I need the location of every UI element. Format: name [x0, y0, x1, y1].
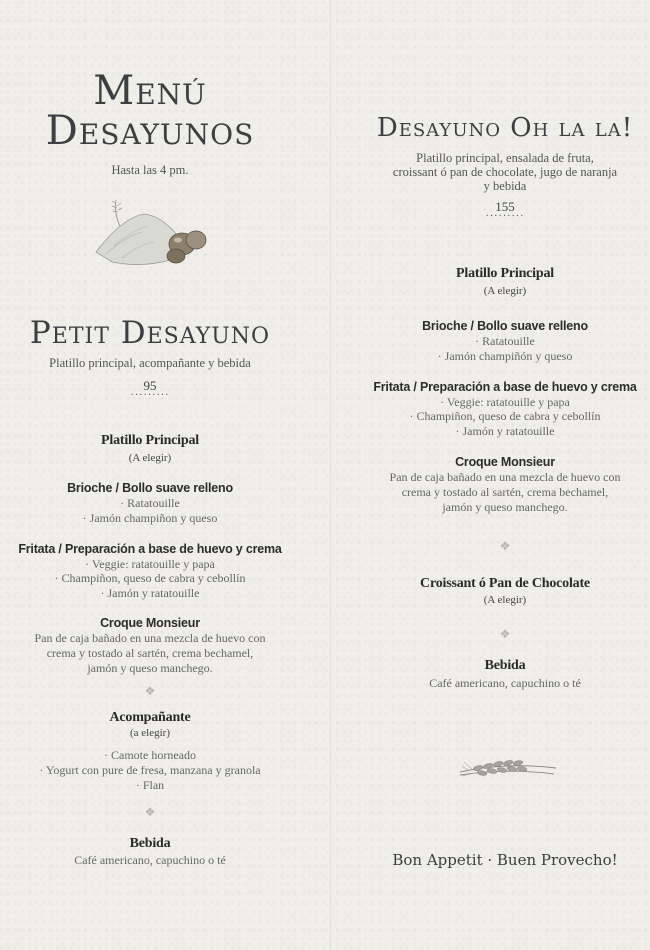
petit-side-line: · Yogurt con pure de fresa, manzana y granola — [39, 763, 261, 777]
ohlala-item-line: · Jamón y ratatouille — [455, 424, 555, 438]
ohlala-description-line: y bebida — [483, 179, 527, 193]
ohlala-croissant-choose: (A elegir) — [483, 594, 527, 606]
petit-item-line: · Veggie: ratatouille y papa — [85, 557, 215, 571]
ornament-icon: ❖ — [499, 627, 511, 641]
petit-item-line: · Jamón y ratatouille — [100, 586, 200, 600]
petit-item-name: Brioche / Bollo suave relleno — [67, 481, 233, 495]
petit-item-line: · Champiñon, queso de cabra y cebollín — [54, 571, 246, 585]
right-column — [360, 0, 650, 950]
wheat-illustration — [458, 750, 558, 780]
petit-side-choose: (a elegir) — [130, 727, 170, 739]
ohlala-item-line: · Jamón champiñón y queso — [437, 349, 573, 363]
petit-description: Platillo principal, acompañante y bebida — [49, 356, 251, 370]
flour-eggs-illustration — [92, 196, 212, 270]
ohlala-item-line: crema y tostado al sartén, crema bechamel, — [401, 485, 609, 499]
price-dots: ········· — [485, 211, 525, 222]
ohlala-main-heading: Platillo Principal — [456, 266, 554, 281]
petit-item-name: Fritata / Preparación a base de huevo y crema — [18, 542, 282, 556]
menu-title-line1: Menú — [93, 68, 207, 114]
ohlala-description-line: Platillo principal, ensalada de fruta, — [416, 151, 594, 165]
menu-title-line2: Desayunos — [45, 108, 255, 154]
petit-price: 95 — [143, 378, 157, 393]
ohlala-item-line: jamón y queso manchego. — [442, 500, 568, 514]
petit-side-line: · Flan — [135, 778, 165, 792]
petit-item-name: Croque Monsieur — [100, 616, 200, 630]
ohlala-croissant-heading: Croissant ó Pan de Chocolate — [420, 576, 590, 591]
ohlala-item-line: Pan de caja bañado en una mezcla de huevo con — [389, 470, 621, 484]
left-column — [0, 0, 300, 950]
column-divider — [330, 0, 331, 950]
ohlala-title: Desayuno Oh la la! — [376, 113, 634, 143]
hours-text: Hasta las 4 pm. — [111, 163, 189, 177]
ohlala-item-line: · Ratatouille — [475, 334, 535, 348]
ohlala-item-line: · Veggie: ratatouille y papa — [440, 395, 570, 409]
ohlala-price: 155 — [495, 199, 515, 214]
petit-main-choose: (A elegir) — [128, 452, 172, 464]
petit-main-heading: Platillo Principal — [101, 433, 199, 448]
price-dots: ········· — [130, 390, 170, 401]
petit-side-line: · Camote horneado — [104, 748, 196, 762]
petit-item-line: · Jamón champiñon y queso — [82, 511, 218, 525]
petit-item-line: jamón y queso manchego. — [87, 661, 213, 675]
petit-item-line: Pan de caja bañado en una mezcla de huevo con — [34, 631, 266, 645]
ohlala-item-name: Fritata / Preparación a base de huevo y crema — [373, 380, 637, 394]
petit-side-heading: Acompañante — [109, 710, 191, 725]
ornament-icon: ❖ — [144, 684, 156, 698]
ohlala-item-name: Brioche / Bollo suave relleno — [422, 319, 588, 333]
petit-drink-heading: Bebida — [129, 836, 171, 851]
ohlala-drink-text: Café americano, capuchino o té — [429, 676, 581, 690]
ohlala-main-choose: (A elegir) — [483, 285, 527, 297]
ohlala-description-line: croissant ó pan de chocolate, jugo de naranja — [392, 165, 618, 179]
petit-drink-text: Café americano, capuchino o té — [74, 853, 226, 867]
petit-item-line: crema y tostado al sartén, crema bechamel, — [46, 646, 254, 660]
ohlala-item-name: Croque Monsieur — [455, 455, 555, 469]
petit-item-line: · Ratatouille — [120, 496, 180, 510]
ornament-icon: ❖ — [499, 539, 511, 553]
footer-text: Bon Appetit · Buen Provecho! — [392, 851, 618, 869]
petit-title: Petit Desayuno — [29, 315, 271, 351]
ohlala-drink-heading: Bebida — [484, 658, 526, 673]
ornament-icon: ❖ — [144, 805, 156, 819]
ohlala-item-line: · Champiñon, queso de cabra y cebollín — [409, 409, 601, 423]
